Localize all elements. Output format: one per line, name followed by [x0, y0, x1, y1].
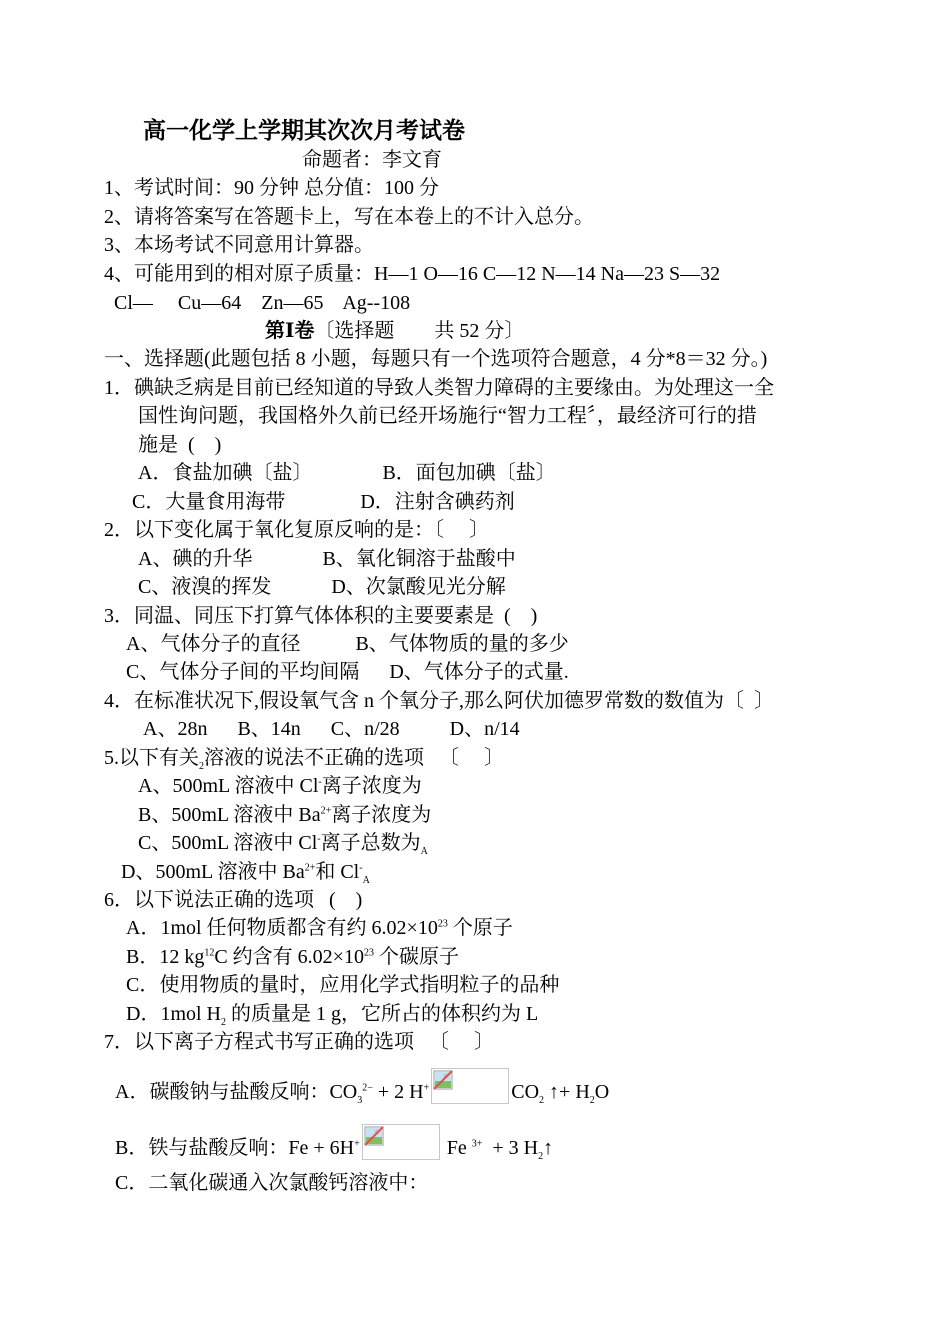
q5-c-tail: 离子总数为	[320, 832, 421, 854]
q7-a-sup-2: +	[423, 1082, 430, 1094]
q5-a-tail: 离子浓度为	[321, 775, 422, 797]
q7-stem: 7．以下离子方程式书写正确的选项 〔 〕	[104, 1031, 494, 1053]
q4-stem: 4．在标准状况下,假设氧气含 n 个氧分子,那么阿伏加德罗常数的数值为〔 〕	[104, 690, 774, 712]
q5-b-tail: 离子浓度为	[331, 804, 432, 826]
q5-d-sub: A	[362, 875, 370, 886]
q7-option-c: C．二氧化碳通入次氯酸钙溶液中：	[115, 1172, 429, 1194]
section-label: 第Ⅰ卷	[265, 320, 315, 342]
note-2: 2、请将答案写在答题卡上，写在本卷上的不计入总分。	[104, 206, 594, 228]
q6-option-d	[126, 1000, 538, 1028]
q2-stem: 2．以下变化属于氧化复原反响的是：〔 〕	[104, 519, 489, 541]
q7-a-arrow: ↑+ H	[544, 1081, 590, 1103]
q5-stem-text: 5.以下有关	[104, 747, 199, 769]
q5-stem	[104, 744, 504, 772]
note-4-cont: Cl— Cu—64 Zn—65 Ag--108	[104, 292, 411, 314]
q5-c-sub: A	[420, 846, 428, 857]
q2-options-cd: C、液溴的挥发 D、次氯酸见光分解	[138, 576, 506, 598]
q5-option-b	[138, 801, 431, 829]
q4-options: A、28n B、14n C、n/28 D、n/14	[143, 718, 520, 740]
q5-d-sup-2: -	[359, 862, 363, 874]
q1-stem-line-1: 1．碘缺乏病是目前已经知道的导致人类智力障碍的主要缘由。为处理这一全	[104, 377, 774, 399]
q7-option-a	[115, 1068, 609, 1106]
q6-a-tail: 个原子	[447, 917, 513, 939]
q7-a-tail: O	[594, 1081, 610, 1103]
part-heading: 一、选择题(此题包括 8 小题，每题只有一个选项符合题意，4 分*8＝32 分。)	[104, 348, 768, 370]
q6-b-sup-1: 12	[204, 947, 215, 959]
q7-a-text: A．碳酸钠与盐酸反响：CO	[115, 1081, 358, 1103]
q7-a-sub-1: 3	[357, 1095, 363, 1106]
q6-b-text: B．12 kg	[126, 946, 205, 968]
q5-stem-tail: 溶液的说法不正确的选项 〔 〕	[204, 747, 504, 769]
q5-a-sup: -	[318, 776, 322, 788]
note-1: 1、考试时间：90 分钟 总分值：100 分	[104, 177, 439, 199]
broken-image-placeholder	[362, 1124, 440, 1160]
q5-d-sup-1: 2+	[304, 862, 316, 874]
section-heading	[265, 317, 524, 345]
q6-b-sup-2: 23	[363, 947, 374, 959]
q7-option-b	[115, 1124, 553, 1162]
q5-stem-sub: 2	[199, 761, 204, 772]
q7-a-sup-1: 2−	[362, 1082, 373, 1094]
q7-b-mid: + 3 H	[482, 1137, 539, 1159]
q6-stem: 6．以下说法正确的选项 ( )	[104, 889, 363, 911]
q1-stem-line-2: 国性询问题，我国格外久前已经开场施行“智力工程〞，最经济可行的措	[138, 405, 757, 427]
q7-a-mid: + 2 H	[372, 1081, 424, 1103]
q7-a-sub-3: 2	[589, 1095, 595, 1106]
q3-options-cd: C、气体分子间的平均间隔 D、气体分子的式量.	[126, 661, 569, 683]
q5-option-c	[138, 829, 428, 857]
broken-image-icon	[364, 1126, 384, 1146]
q1-options-ab: A．食盐加碘〔盐〕 B．面包加碘〔盐〕	[138, 462, 556, 484]
q1-stem-line-3: 施是 ( )	[138, 434, 222, 456]
q7-b-text: B．铁与盐酸反响：Fe + 6H	[115, 1137, 355, 1159]
q7-b-sup-1: +	[354, 1138, 360, 1150]
q6-option-b	[126, 943, 459, 971]
q5-d-text: D、500mL 溶液中 Ba	[121, 861, 305, 883]
q6-a-sup: 23	[437, 918, 448, 930]
q5-c-text: C、500mL 溶液中 Cl	[138, 832, 318, 854]
q5-d-mid: 和 Cl	[315, 861, 360, 883]
q7-b-sub: 2	[538, 1151, 544, 1162]
q2-options-ab: A、碘的升华 B、氧化铜溶于盐酸中	[138, 548, 516, 570]
q6-b-mid: C 约含有 6.02×10	[214, 946, 364, 968]
author-line: 命题者：李文育	[302, 149, 442, 171]
q3-options-ab: A、气体分子的直径 B、气体物质的量的多少	[126, 633, 569, 655]
q6-b-tail: 个碳原子	[373, 946, 459, 968]
page-title: 高一化学上学期其次次月考试卷	[143, 118, 465, 143]
q3-stem: 3．同温、同压下打算气体体积的主要要素是 ( )	[104, 605, 538, 627]
q6-option-c: C．使用物质的量时，应用化学式指明粒子的品种	[126, 974, 560, 996]
q5-option-a	[138, 772, 422, 800]
q5-b-text: B、500mL 溶液中 Ba	[138, 804, 321, 826]
q1-options-cd: C．大量食用海带 D．注射含碘药剂	[132, 491, 515, 513]
q5-b-sup: 2+	[320, 805, 332, 817]
q7-a-sub-2: 2	[539, 1095, 545, 1106]
q5-c-sup: -	[317, 833, 321, 845]
section-desc: 〔选择题 共 52 分〕	[314, 320, 525, 342]
q6-option-a	[126, 914, 513, 942]
q7-b-tail: ↑	[543, 1137, 554, 1159]
q6-a-text: A．1mol 任何物质都含有约 6.02×10	[126, 917, 438, 939]
broken-image-placeholder	[431, 1068, 509, 1104]
q7-a-product-1: CO	[511, 1081, 540, 1103]
q7-b-product: Fe	[441, 1137, 472, 1159]
note-3: 3、本场考试不同意用计算器。	[104, 234, 374, 256]
note-4: 4、可能用到的相对原子质量：H—1 O—16 C—12 N—14 Na—23 S—32	[104, 263, 721, 285]
q6-d-text: D．1mol H	[126, 1003, 221, 1025]
q5-a-text: A、500mL 溶液中 Cl	[138, 775, 319, 797]
q5-option-d	[121, 858, 370, 886]
broken-image-icon	[433, 1070, 453, 1090]
q6-d-tail: 的质量是 1 g，它所占的体积约为 L	[226, 1003, 539, 1025]
q6-d-sub: 2	[221, 1017, 226, 1028]
q7-b-sup-2: 3+	[471, 1138, 483, 1150]
